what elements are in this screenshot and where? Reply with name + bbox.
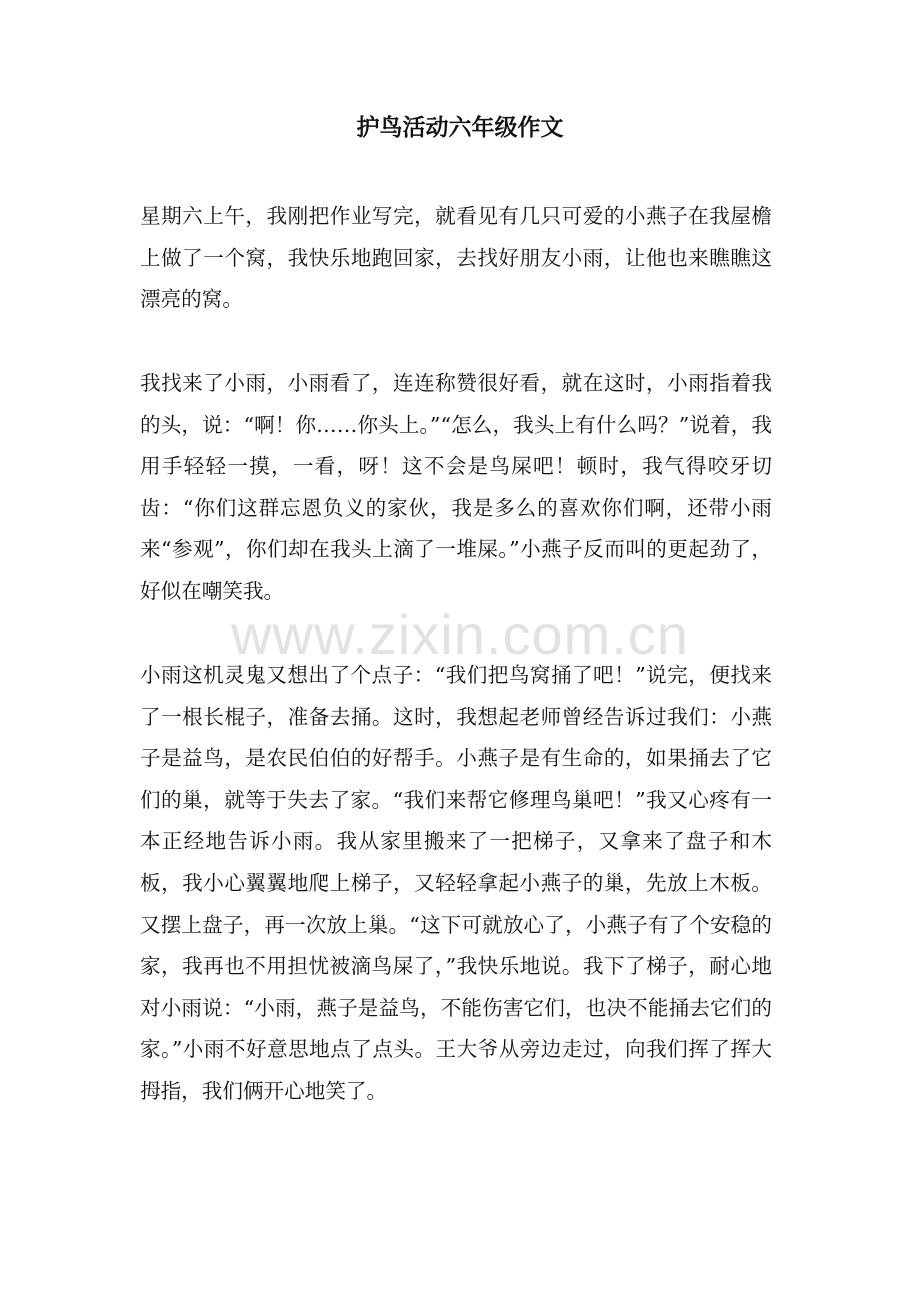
document-title: 护鸟活动六年级作文 <box>356 114 564 141</box>
watermark-text: www.zixin.com.cn <box>231 603 689 666</box>
paragraph-3: 小雨这机灵鬼又想出了个点子：“我们把鸟窝捅了吧！”说完，便找来了一根长棍子，准备去捅。这时，我想起老师曾经告诉过我们：小燕子是益鸟，是农民伯伯的好帮手。小燕子是有生命的，如果捅去了它们的巢，就等于失去了家。“我们来帮它修理鸟巢吧！”我又心疼有一本正经地告诉小雨。我从家里搬来了一把梯子，又拿来了盘子和木板，我小心翼翼地爬上梯子，又轻轻拿起小燕子的巢，先放上木板。又摆上盘子，再一次放上巢。“这下可就放心了，小燕子有了个安稳的家，我再也不用担忧被滴鸟屎了，”我快乐地说。我下了梯子，耐心地对小雨说：“小雨，燕子是益鸟，不能伤害它们，也决不能捅去它们的家。”小雨不好意思地点了点头。王大爷从旁边走过，向我们挥了挥大拇指，我们俩开心地笑了。 <box>140 663 772 1103</box>
paragraph-1: 星期六上午，我刚把作业写完，就看见有几只可爱的小燕子在我屋檐上做了一个窝，我快乐地跑回家，去找好朋友小雨，让他也来瞧瞧这漂亮的窝。 <box>140 204 772 312</box>
paragraph-2: 我找来了小雨，小雨看了，连连称赞很好看，就在这时，小雨指着我的头，说：“啊！你……你头上。”“怎么，我头上有什么吗？”说着，我用手轻轻一摸，一看，呀！这不会是鸟屎吧！顿时，我气得咬牙切齿：“你们这群忘恩负义的家伙，我是多么的喜欢你们啊，还带小雨来“参观”，你们却在我头上滴了一堆屎。”小燕子反而叫的更起劲了，好似在嘲笑我。 <box>140 371 772 603</box>
